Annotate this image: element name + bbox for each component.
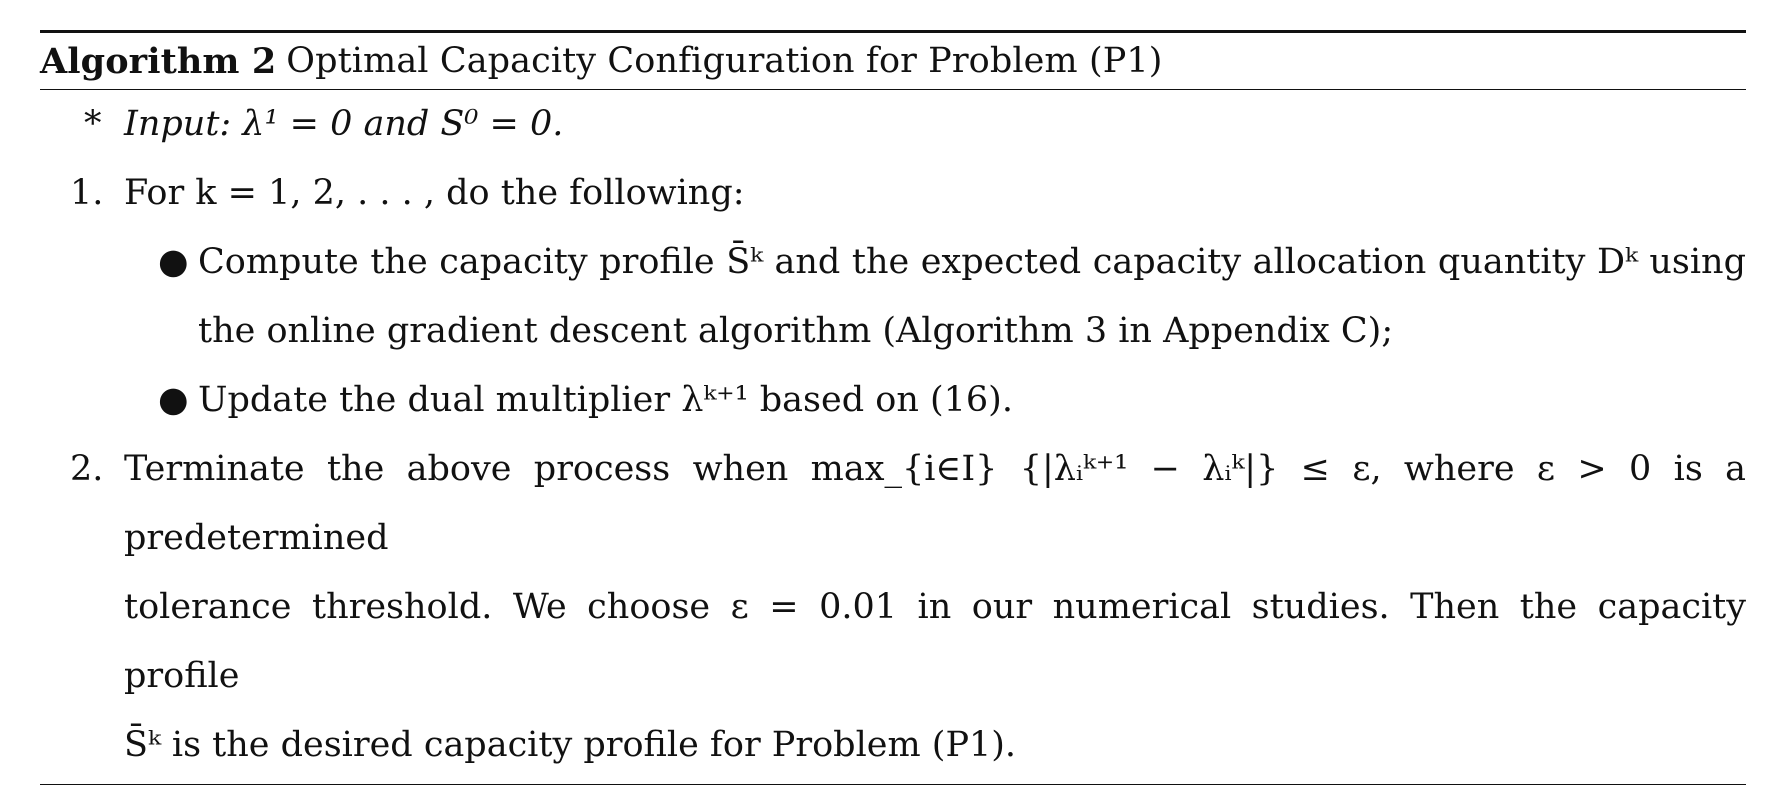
algorithm-header [40, 33, 1746, 89]
bullet-2-line-1: Update the dual multiplier λᵏ⁺¹ based on (16). [198, 380, 1013, 420]
step-1-number: 1. [70, 173, 104, 213]
step-2-number: 2. [70, 449, 104, 489]
step-2 [40, 435, 1746, 780]
step-1-text: For k = 1, 2, . . . , do the following: [124, 173, 745, 213]
bullet-icon: ● [158, 380, 189, 420]
step-1-bullet-2 [40, 366, 1746, 435]
input-line [40, 90, 1746, 159]
bullet-1-line-2: the online gradient descent algorithm (Algorithm 3 in Appendix C); [198, 311, 1394, 351]
step-2-line-1: Terminate the above process when max_{i∈I} {|λᵢᵏ⁺¹ − λᵢᵏ|} ≤ ε, where ε > 0 is a predetermined [124, 449, 1746, 558]
algorithm-box [40, 30, 1746, 785]
algorithm-title: Optimal Capacity Configuration for Problem (P1) [286, 41, 1163, 81]
step-1-bullet-1 [40, 228, 1746, 366]
step-2-line-2: tolerance threshold. We choose ε = 0.01 in our numerical studies. Then the capacity profile [124, 587, 1746, 696]
bullet-icon: ● [158, 242, 189, 282]
input-marker: * [84, 104, 102, 144]
algorithm-label: Algorithm 2 [40, 40, 277, 82]
bullet-1-line-1: Compute the capacity profile S̄ᵏ and the expected capacity allocation quantity Dᵏ using [198, 242, 1746, 282]
step-1 [40, 159, 1746, 228]
input-text: Input: λ¹ = 0 and S⁰ = 0. [124, 104, 564, 144]
algorithm-body [40, 90, 1746, 780]
step-2-line-3: S̄ᵏ is the desired capacity profile for Problem (P1). [124, 725, 1017, 765]
